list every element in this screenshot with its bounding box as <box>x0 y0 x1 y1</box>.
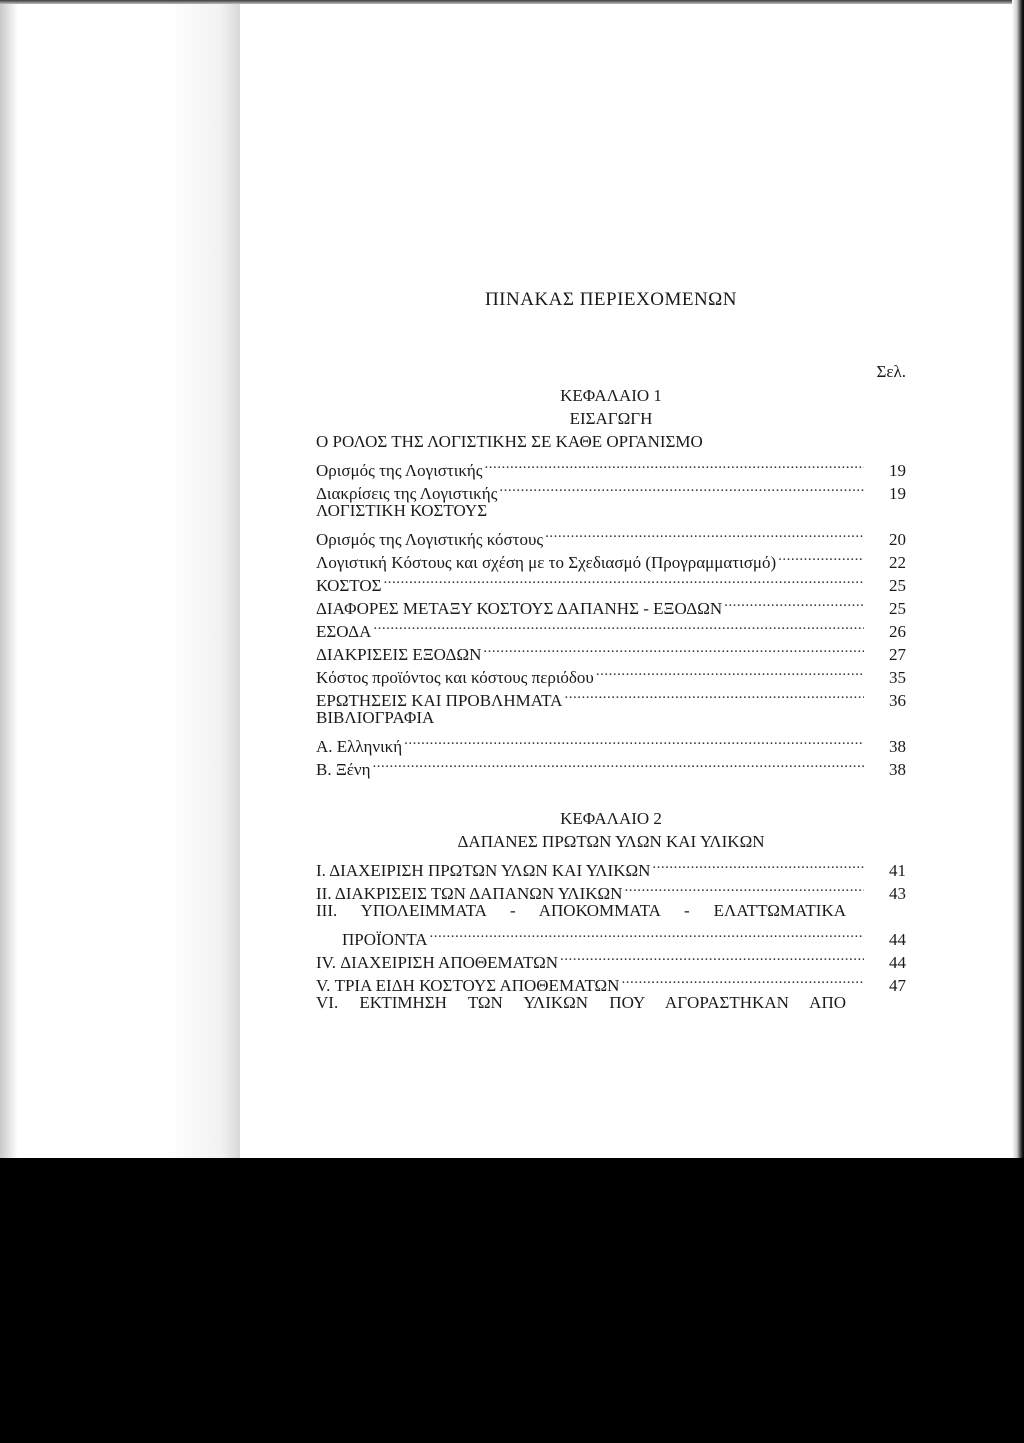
toc-entry[interactable] <box>316 637 906 664</box>
toc-entry-page: 19 <box>889 461 906 480</box>
dot-leader <box>499 476 864 499</box>
dot-leader <box>545 522 864 545</box>
toc-entry-text: ΔΙΑΦΟΡΕΣ ΜΕΤΑΞΥ ΚΟΣΤΟΥΣ ΔΑΠΑΝΗΣ - ΕΞΟΔΩΝ <box>316 599 723 618</box>
dot-leader <box>564 683 864 706</box>
chapter-1 <box>316 384 906 779</box>
toc-entry-page: 26 <box>889 622 906 641</box>
toc-entry-text: IV. ΔΙΑΧΕΙΡΙΣΗ ΑΠΟΘΕΜΑΤΩΝ <box>316 953 559 972</box>
toc-entry-page: 25 <box>889 576 906 595</box>
dot-leader <box>483 637 864 660</box>
dot-leader <box>621 968 864 991</box>
toc-entry-page: 43 <box>889 884 906 903</box>
toc-entry-text: ΙΙ. ΔΙΑΚΡΙΣΕΙΣ ΤΩΝ ΔΑΠΑΝΩΝ ΥΛΙΚΩΝ <box>316 884 623 903</box>
toc-entry-page: 38 <box>889 737 906 756</box>
toc-entry-text: Β. Ξένη <box>316 760 371 779</box>
toc-entry-page: 41 <box>889 861 906 880</box>
toc-entry-page: 19 <box>889 484 906 503</box>
dot-leader <box>624 876 864 899</box>
toc-entry-text: ΚΟΣΤΟΣ <box>316 576 382 595</box>
toc-entry-text: Ορισμός της Λογιστικής <box>316 461 483 480</box>
dot-leader <box>652 853 864 876</box>
toc-entry-page: 25 <box>889 599 906 618</box>
page-title: ΠΙΝΑΚΑΣ ΠΕΡΙΕΧΟΜΕΝΩΝ <box>484 289 738 310</box>
dot-leader <box>724 591 864 614</box>
toc-entry-page: 27 <box>889 645 906 664</box>
toc-entry[interactable] <box>316 752 906 779</box>
toc-page <box>316 280 906 1014</box>
dot-leader <box>373 752 865 775</box>
toc-entry-text: Ι. ΔΙΑΧΕΙΡΙΣΗ ΠΡΩΤΩΝ ΥΛΩΝ ΚΑΙ ΥΛΙΚΩΝ <box>316 861 651 880</box>
dot-leader <box>373 614 864 637</box>
toc-entry-page: 22 <box>889 553 906 572</box>
scan-top-edge <box>0 0 1024 4</box>
toc-entry-first-line[interactable]: VI. ΕΚΤΙΜΗΣΗ ΤΩΝ ΥΛΙΚΩΝ ΠΟΥ ΑΓΟΡΑΣΤΗΚΑΝ ΑΠΟ <box>316 993 846 1012</box>
scan-right-edge <box>1012 0 1024 1160</box>
chapter-label: ΚΕΦΑΛΑΙΟ 2 <box>560 809 662 828</box>
toc-entry-text: Ορισμός της Λογιστικής κόστους <box>316 530 544 549</box>
scan-left-edge <box>0 0 18 1160</box>
toc-entry-text: ΕΣΟΔΑ <box>316 622 372 641</box>
dot-leader <box>384 568 864 591</box>
toc-entry[interactable] <box>316 591 906 618</box>
toc-entry-page: 36 <box>889 691 906 710</box>
dot-leader <box>778 545 864 568</box>
toc-entry-page: 44 <box>889 930 906 949</box>
chapter-label: ΚΕΦΑΛΑΙΟ 1 <box>560 386 662 405</box>
toc-entry-page: 47 <box>889 976 906 995</box>
toc-entry-text: Κόστος προϊόντος και κόστους περιόδου <box>316 668 594 687</box>
toc-entry-text: Λογιστική Κόστους και σχέση με το Σχεδιασμό (Προγραμματισμό) <box>316 553 777 572</box>
toc-entry[interactable] <box>316 922 906 949</box>
chapter-name: ΔΑΠΑΝΕΣ ΠΡΩΤΩΝ ΥΛΩΝ ΚΑΙ ΥΛΙΚΩΝ <box>457 832 765 851</box>
toc-entry[interactable] <box>316 522 906 549</box>
dot-leader <box>596 660 864 683</box>
toc-entry-page: 35 <box>889 668 906 687</box>
toc-entry-page: 38 <box>889 760 906 779</box>
page-column-label: Σελ. <box>876 362 906 381</box>
toc-entry[interactable] <box>316 729 906 756</box>
chapter-2 <box>316 807 906 1014</box>
dot-leader <box>485 453 864 476</box>
scan-gutter-shadow <box>0 0 240 1160</box>
toc-entry-text: Διακρίσεις της Λογιστικής <box>316 484 498 503</box>
section-heading: ΛΟΓΙΣΤΙΚΗ ΚΟΣΤΟΥΣ <box>316 501 488 520</box>
toc-entry[interactable] <box>316 853 906 880</box>
toc-entry[interactable] <box>316 568 906 595</box>
toc-entry[interactable] <box>316 614 906 641</box>
toc-entry-text: ΕΡΩΤΗΣΕΙΣ ΚΑΙ ΠΡΟΒΛΗΜΑΤΑ <box>316 691 563 710</box>
section-heading: ΒΙΒΛΙΟΓΡΑΦΙΑ <box>316 708 435 727</box>
toc-entry[interactable] <box>316 453 906 480</box>
chapter-name: ΕΙΣΑΓΩΓΗ <box>569 409 653 428</box>
dot-leader <box>404 729 864 752</box>
scan-bottom-band <box>0 1158 1024 1443</box>
toc-entry-text: Α. Ελληνική <box>316 737 403 756</box>
dot-leader <box>430 922 864 945</box>
toc-entry-page: 44 <box>889 953 906 972</box>
section-heading: Ο ΡΟΛΟΣ ΤΗΣ ΛΟΓΙΣΤΙΚΗΣ ΣΕ ΚΑΘΕ ΟΡΓΑΝΙΣΜΟ <box>316 432 703 451</box>
toc-entry-text: ΔΙΑΚΡΙΣΕΙΣ ΕΞΟΔΩΝ <box>316 645 482 664</box>
toc-entry-first-line[interactable]: ΙΙΙ. ΥΠΟΛΕΙΜΜΑΤΑ - ΑΠΟΚΟΜΜΑΤΑ - ΕΛΑΤΤΩΜΑΤΙΚΑ <box>316 901 846 920</box>
dot-leader <box>560 945 864 968</box>
toc-entry-text: V. ΤΡΙΑ ΕΙΔΗ ΚΟΣΤΟΥΣ ΑΠΟΘΕΜΑΤΩΝ <box>316 976 620 995</box>
toc-entry-text: ΠΡΟΪΟΝΤΑ <box>342 930 428 949</box>
toc-entry-page: 20 <box>889 530 906 549</box>
